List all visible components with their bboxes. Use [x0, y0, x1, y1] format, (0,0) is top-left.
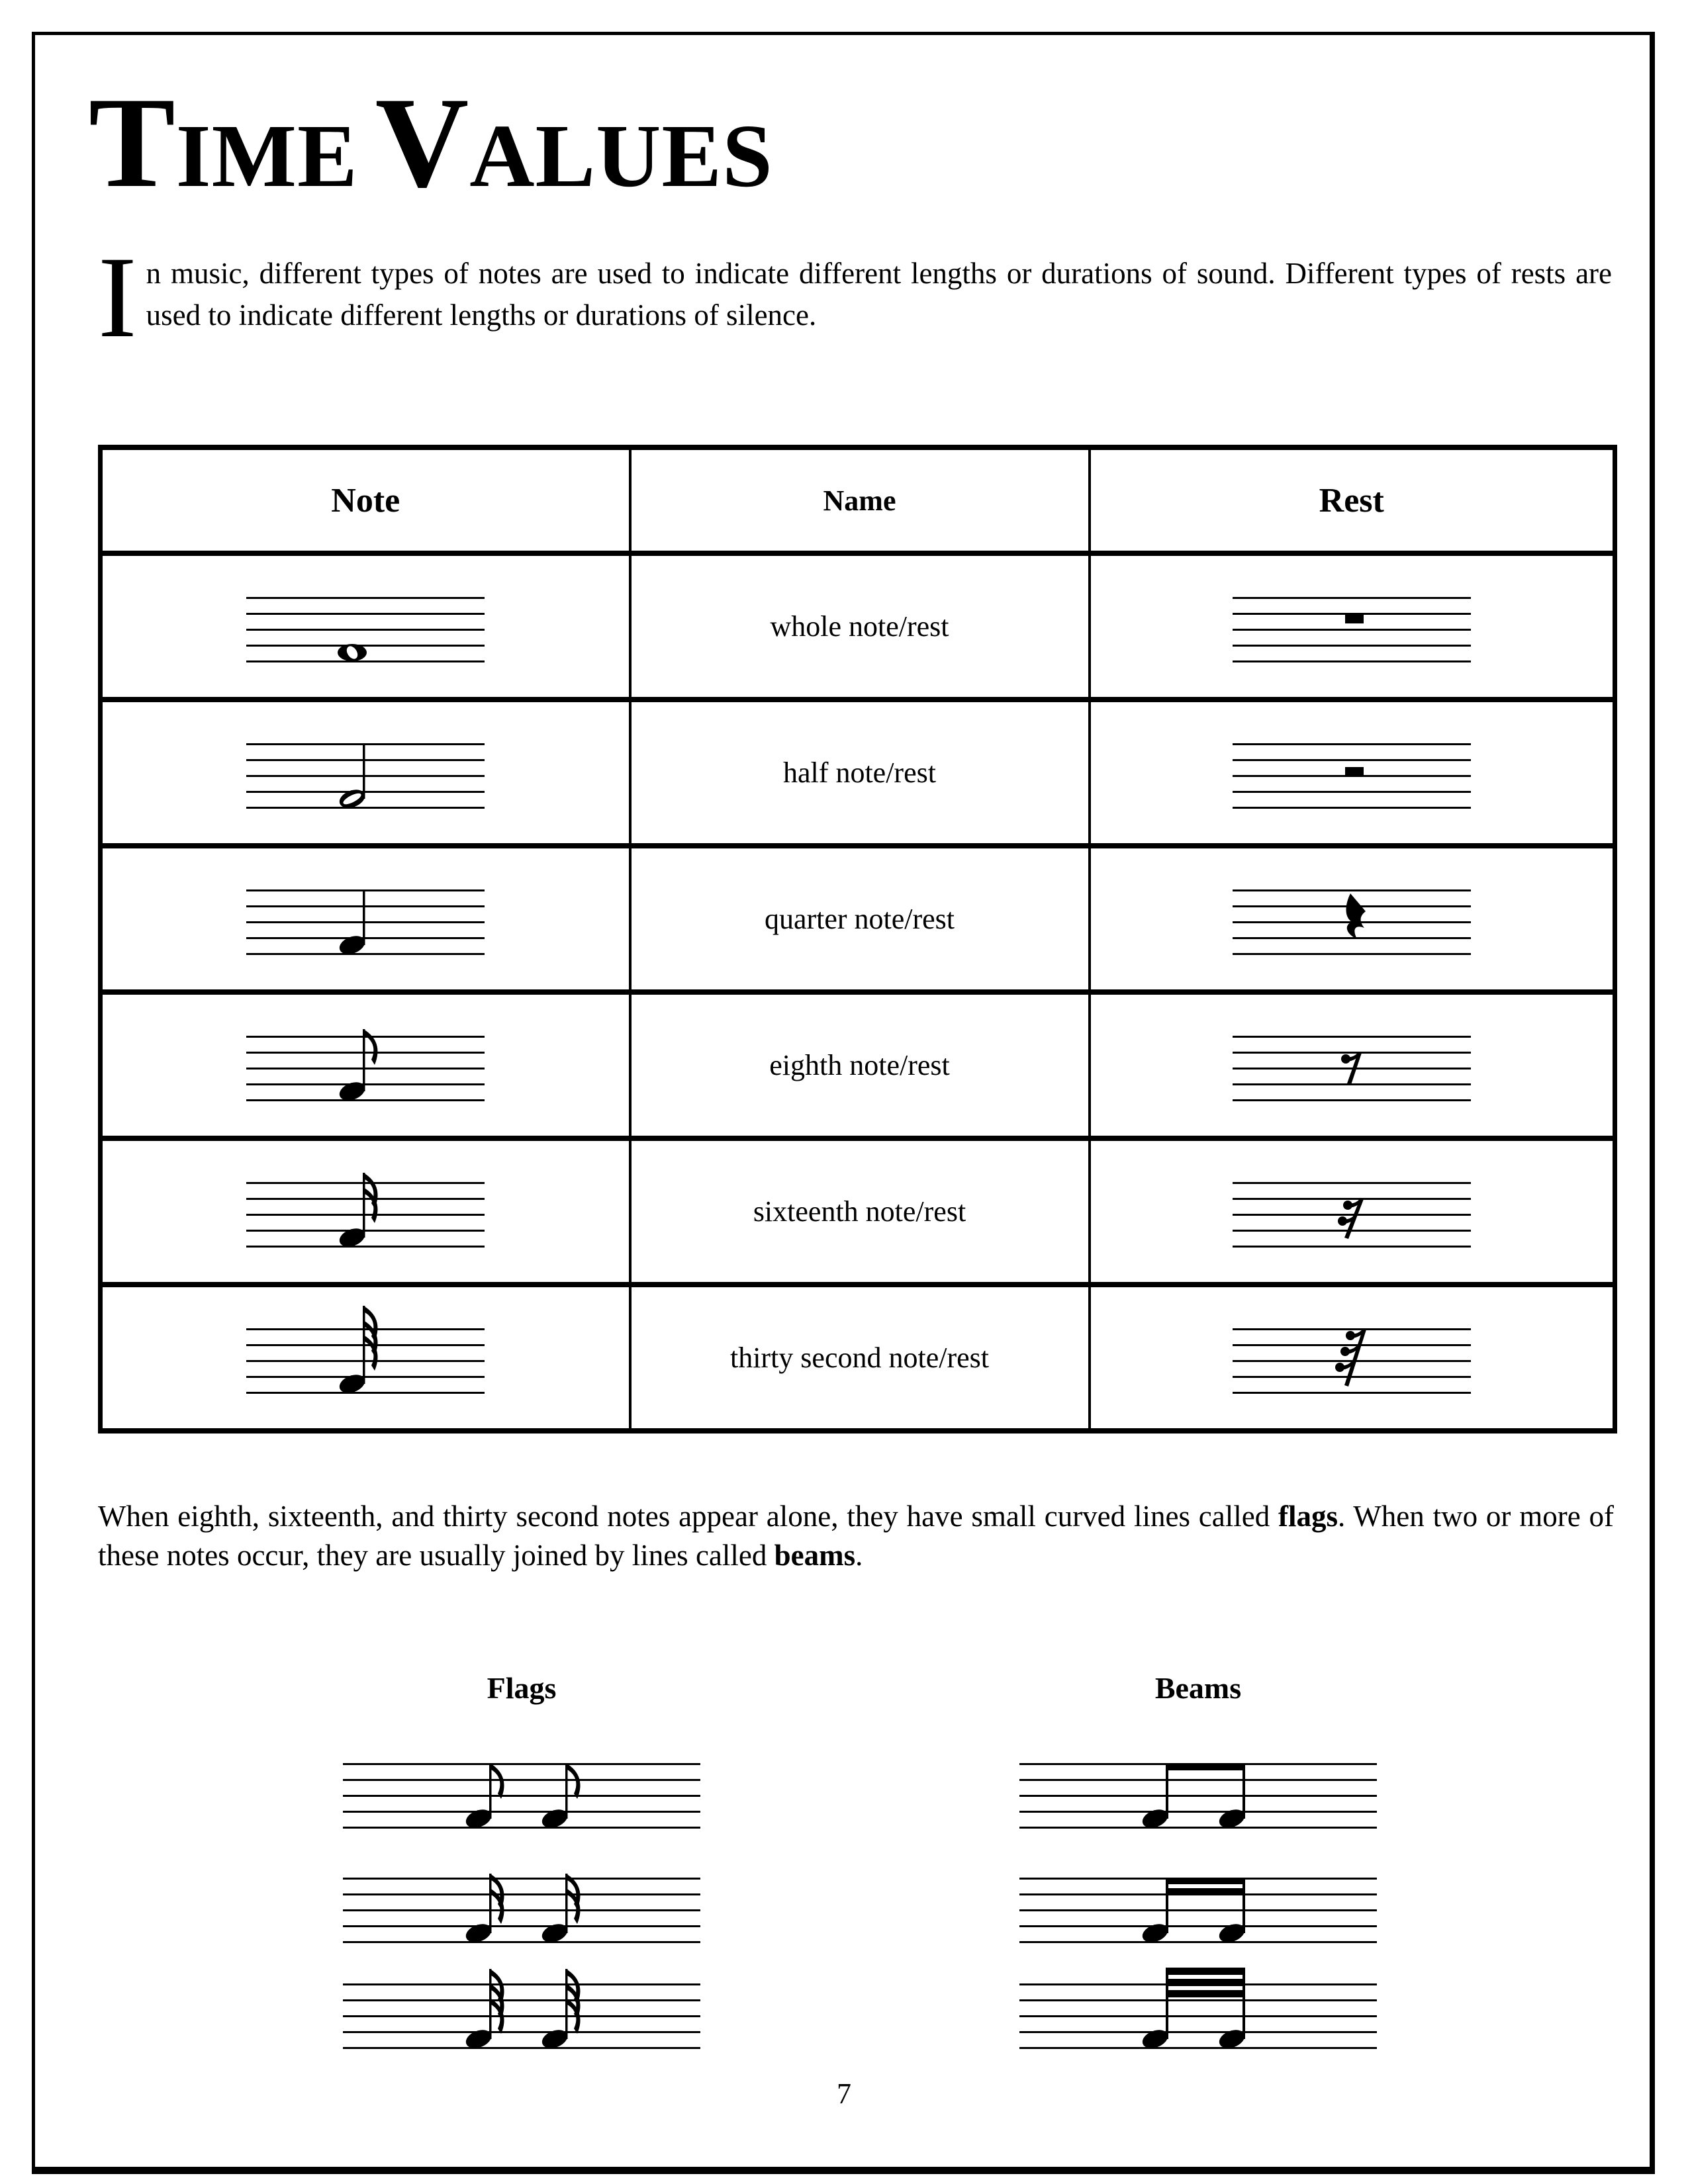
flags-staff-thirty-second-icon	[343, 1967, 700, 2066]
thirty-second-rest-icon	[1233, 1302, 1471, 1414]
beams-staff-thirty-second-icon	[1019, 1967, 1377, 2066]
table-row	[101, 1138, 1615, 1285]
title-smallcaps-2: ALUES	[469, 107, 773, 206]
bold-beams: beams	[774, 1539, 856, 1572]
table-header-row	[101, 447, 1615, 553]
half-note-icon	[246, 717, 485, 829]
header-name: Name	[630, 447, 1090, 553]
row-name: half note/rest	[630, 700, 1090, 846]
whole-note-icon	[246, 570, 485, 683]
thirty-second-note-icon	[246, 1302, 485, 1414]
page-title	[89, 71, 773, 214]
header-note: Note	[101, 447, 630, 553]
row-name: thirty second note/rest	[630, 1285, 1090, 1431]
paragraph-text: When eighth, sixteenth, and thirty second notes appear alone, they have small curved lines called	[98, 1500, 1279, 1533]
table-row	[101, 553, 1615, 700]
title-initial-1: T	[89, 71, 176, 214]
quarter-rest-icon	[1233, 863, 1471, 976]
flags-staff-sixteenth-icon	[343, 1861, 700, 1960]
half-rest-icon	[1233, 717, 1471, 829]
sixteenth-rest-icon	[1233, 1156, 1471, 1268]
beams-staff-eighth-icon	[1019, 1747, 1377, 1846]
paragraph-text: . When two or more of these notes occur, they are usually joined by lines called	[98, 1500, 1614, 1572]
flags-beams-paragraph	[98, 1497, 1614, 1575]
eighth-rest-icon	[1233, 1009, 1471, 1122]
title-initial-2: V	[375, 71, 470, 214]
row-name: whole note/rest	[630, 553, 1090, 700]
sixteenth-note-icon	[246, 1156, 485, 1268]
title-smallcaps-1: IME	[175, 107, 358, 206]
beams-heading: Beams	[1154, 1671, 1242, 1705]
table-row	[101, 1285, 1615, 1431]
intro-text: n music, different types of notes are used to indicate different lengths or durations of sound. Different types of rests are used to indicate different lengths or durations of silence.	[146, 257, 1612, 332]
quarter-note-icon	[246, 863, 485, 976]
header-rest: Rest	[1090, 447, 1615, 553]
table-row	[101, 992, 1615, 1138]
row-name: quarter note/rest	[630, 846, 1090, 992]
flags-staff-eighth-icon	[343, 1747, 700, 1846]
beams-staff-sixteenth-icon	[1019, 1861, 1377, 1960]
table-row	[101, 700, 1615, 846]
eighth-note-icon	[246, 1009, 485, 1122]
note-values-table	[98, 445, 1617, 1433]
table-row	[101, 846, 1615, 992]
page-number: 7	[837, 2077, 851, 2110]
bold-flags: flags	[1278, 1500, 1338, 1533]
flags-heading: Flags	[487, 1671, 557, 1705]
intro-paragraph	[98, 233, 1612, 362]
drop-cap: I	[98, 233, 137, 362]
whole-rest-icon	[1233, 570, 1471, 683]
row-name: sixteenth note/rest	[630, 1138, 1090, 1285]
paragraph-text: .	[855, 1539, 863, 1572]
row-name: eighth note/rest	[630, 992, 1090, 1138]
